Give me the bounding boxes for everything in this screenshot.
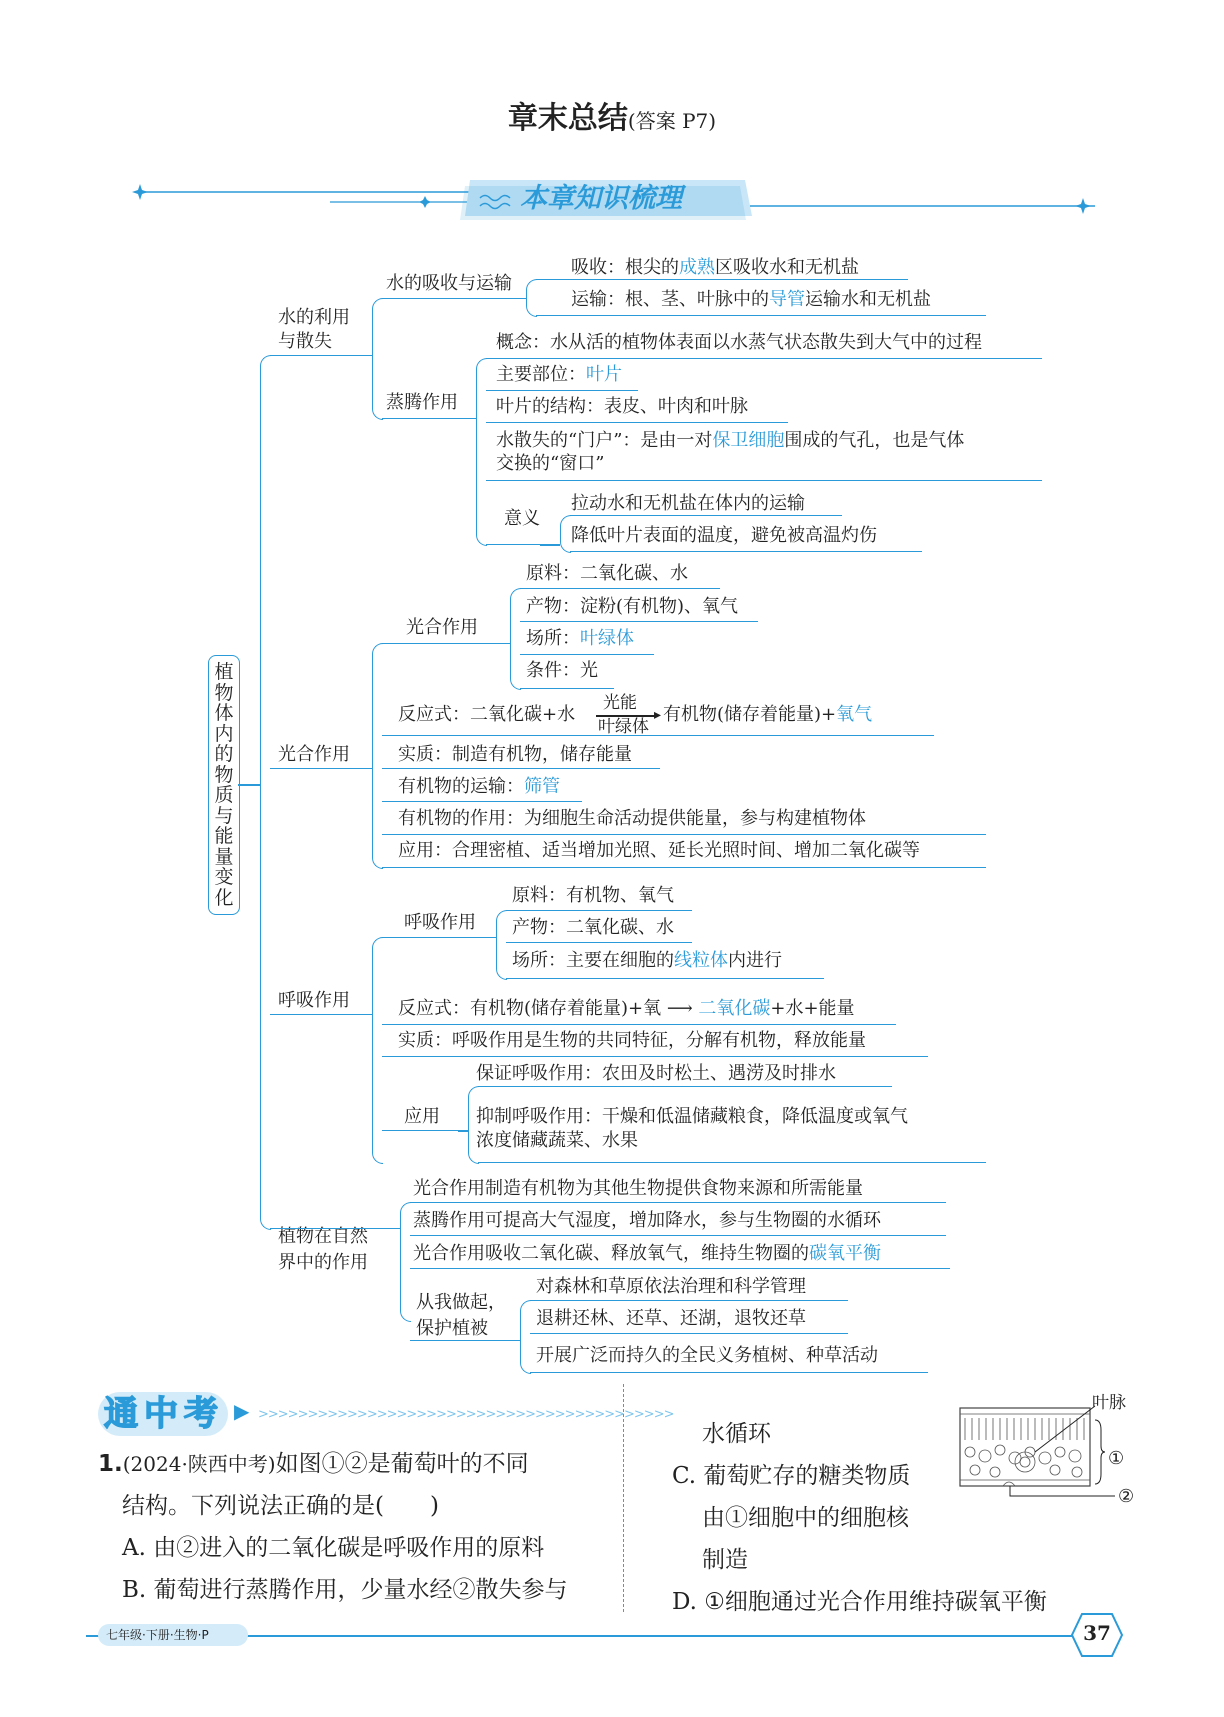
question-1: 1.(2024·陕西中考)如图①②是葡萄叶的不同 xyxy=(98,1451,529,1477)
photo-item-1: 原料：二氧化碳、水 xyxy=(526,563,688,584)
meaning-label: 意义 xyxy=(504,508,540,529)
nature-label: 植物在自然界中的作用 xyxy=(278,1226,368,1273)
question-1-line2: 结构。下列说法正确的是( ) xyxy=(122,1493,439,1519)
root-bracket xyxy=(260,355,271,1230)
page-number: 37 xyxy=(1083,1621,1111,1645)
protect-item-1: 对森林和草原依法治理和科学管理 xyxy=(536,1276,806,1297)
photo-label: 光合作用 xyxy=(278,744,350,765)
photo-essence: 实质：制造有机物，储存能量 xyxy=(398,744,632,765)
exam-badge-label: 通中考 xyxy=(104,1394,224,1434)
photo-eq: 反应式：二氧化碳+水 xyxy=(398,704,576,725)
absorb-label: 水的吸收与运输 xyxy=(386,273,512,294)
chevron-strip: >>>>>>>>>>>>>>>>>>>>>>>>>>>>>>>>>>>>>>>>>> xyxy=(258,1407,674,1422)
resp-item-2: 产物：二氧化碳、水 xyxy=(512,917,674,938)
column-divider xyxy=(623,1384,624,1612)
water-label: 水的利用与散失 xyxy=(278,307,350,352)
photo-sub-label: 光合作用 xyxy=(406,617,478,638)
resp-inhibit-2: 浓度储藏蔬菜、水果 xyxy=(476,1130,638,1151)
trans-door-2: 交换的“窗口” xyxy=(496,453,605,474)
sparkle-icon xyxy=(132,184,148,200)
resp-label: 呼吸作用 xyxy=(278,990,350,1011)
figure-label-vein: 叶脉 xyxy=(1092,1393,1126,1413)
banner-label: 本章知识梳理 xyxy=(520,183,682,214)
photo-eq-product: 有机物(储存着能量)+氧气 xyxy=(663,704,873,725)
trans-concept: 概念：水从活的植物体表面以水蒸气状态散失到大气中的过程 xyxy=(496,332,982,353)
photo-item-3: 场所：叶绿体 xyxy=(526,628,634,649)
option-c-2: 由①细胞中的细胞核 xyxy=(702,1505,909,1531)
root-box xyxy=(208,655,240,915)
resp-item-1: 原料：有机物、氧气 xyxy=(512,885,674,906)
page-title xyxy=(0,101,1224,136)
option-c: C. 葡萄贮存的糖类物质 xyxy=(672,1463,911,1489)
resp-item-3: 场所：主要在细胞的线粒体内进行 xyxy=(512,950,782,971)
play-icon: ▶ xyxy=(234,1399,250,1423)
photo-eq-top: 光能 xyxy=(603,693,637,713)
trans-leaf: 叶片的结构：表皮、叶肉和叶脉 xyxy=(496,396,748,417)
footer-grade: 七年级·下册·生物·P xyxy=(106,1628,209,1642)
photo-item-2: 产物：淀粉(有机物)、氧气 xyxy=(526,596,739,617)
protect-label: 从我做起，保护植被 xyxy=(416,1292,506,1339)
absorb-item-2: 运输：根、茎、叶脉中的导管运输水和无机盐 xyxy=(571,289,931,310)
title-main: 章末总结 xyxy=(507,101,628,136)
nature-item-3: 光合作用吸收二氧化碳、释放氧气，维持生物圈的碳氧平衡 xyxy=(413,1243,881,1264)
trans-part: 主要部位：叶片 xyxy=(496,364,622,385)
resp-sub-label: 呼吸作用 xyxy=(404,912,476,933)
protect-item-2: 退耕还林、还草、还湖，退牧还草 xyxy=(536,1308,806,1329)
root-label: 植物体内的物质与能量变化 xyxy=(214,661,234,909)
nature-item-2: 蒸腾作用可提高大气湿度，增加降水，参与生物圈的水循环 xyxy=(413,1210,881,1231)
meaning-item-2: 降低叶片表面的温度，避免被高温灼伤 xyxy=(571,525,877,546)
resp-apply-label: 应用 xyxy=(404,1106,440,1127)
resp-essence: 实质：呼吸作用是生物的共同特征，分解有机物，释放能量 xyxy=(398,1030,866,1051)
figure-label-2: ② xyxy=(1118,1486,1135,1507)
option-b-2: 水循环 xyxy=(702,1421,771,1447)
option-a: A. 由②进入的二氧化碳是呼吸作用的原料 xyxy=(122,1535,545,1561)
trans-label: 蒸腾作用 xyxy=(386,392,458,413)
meaning-item-1: 拉动水和无机盐在体内的运输 xyxy=(571,493,805,514)
figure-label-1: ① xyxy=(1108,1448,1125,1469)
absorb-item-1: 吸收：根尖的成熟区吸收水和无机盐 xyxy=(571,257,859,278)
protect-item-3: 开展广泛而持久的全民义务植树、种草活动 xyxy=(536,1345,878,1366)
nature-item-1: 光合作用制造有机物为其他生物提供食物来源和所需能量 xyxy=(413,1178,863,1199)
photo-transport: 有机物的运输：筛管 xyxy=(398,776,560,797)
option-c-3: 制造 xyxy=(702,1547,748,1573)
resp-eq: 反应式：有机物(储存着能量)+氧 ⟶ 二氧化碳+水+能量 xyxy=(398,998,855,1019)
trans-door: 水散失的“门户”：是由一对保卫细胞围成的气孔，也是气体 xyxy=(496,430,965,451)
photo-eq-bot: 叶绿体 xyxy=(598,717,649,737)
photo-apply: 应用：合理密植、适当增加光照、延长光照时间、增加二氧化碳等 xyxy=(398,840,920,861)
title-answer: (答案 P7) xyxy=(627,109,717,133)
resp-inhibit: 抑制呼吸作用：干燥和低温储藏粮食，降低温度或氧气 xyxy=(476,1106,908,1127)
option-b: B. 葡萄进行蒸腾作用，少量水经②散失参与 xyxy=(122,1577,568,1603)
photo-role: 有机物的作用：为细胞生命活动提供能量，参与构建植物体 xyxy=(398,808,866,829)
photo-item-4: 条件：光 xyxy=(526,660,598,681)
resp-keep: 保证呼吸作用：农田及时松土、遇涝及时排水 xyxy=(476,1063,836,1084)
option-d: D. ①细胞通过光合作用维持碳氧平衡 xyxy=(672,1589,1047,1615)
